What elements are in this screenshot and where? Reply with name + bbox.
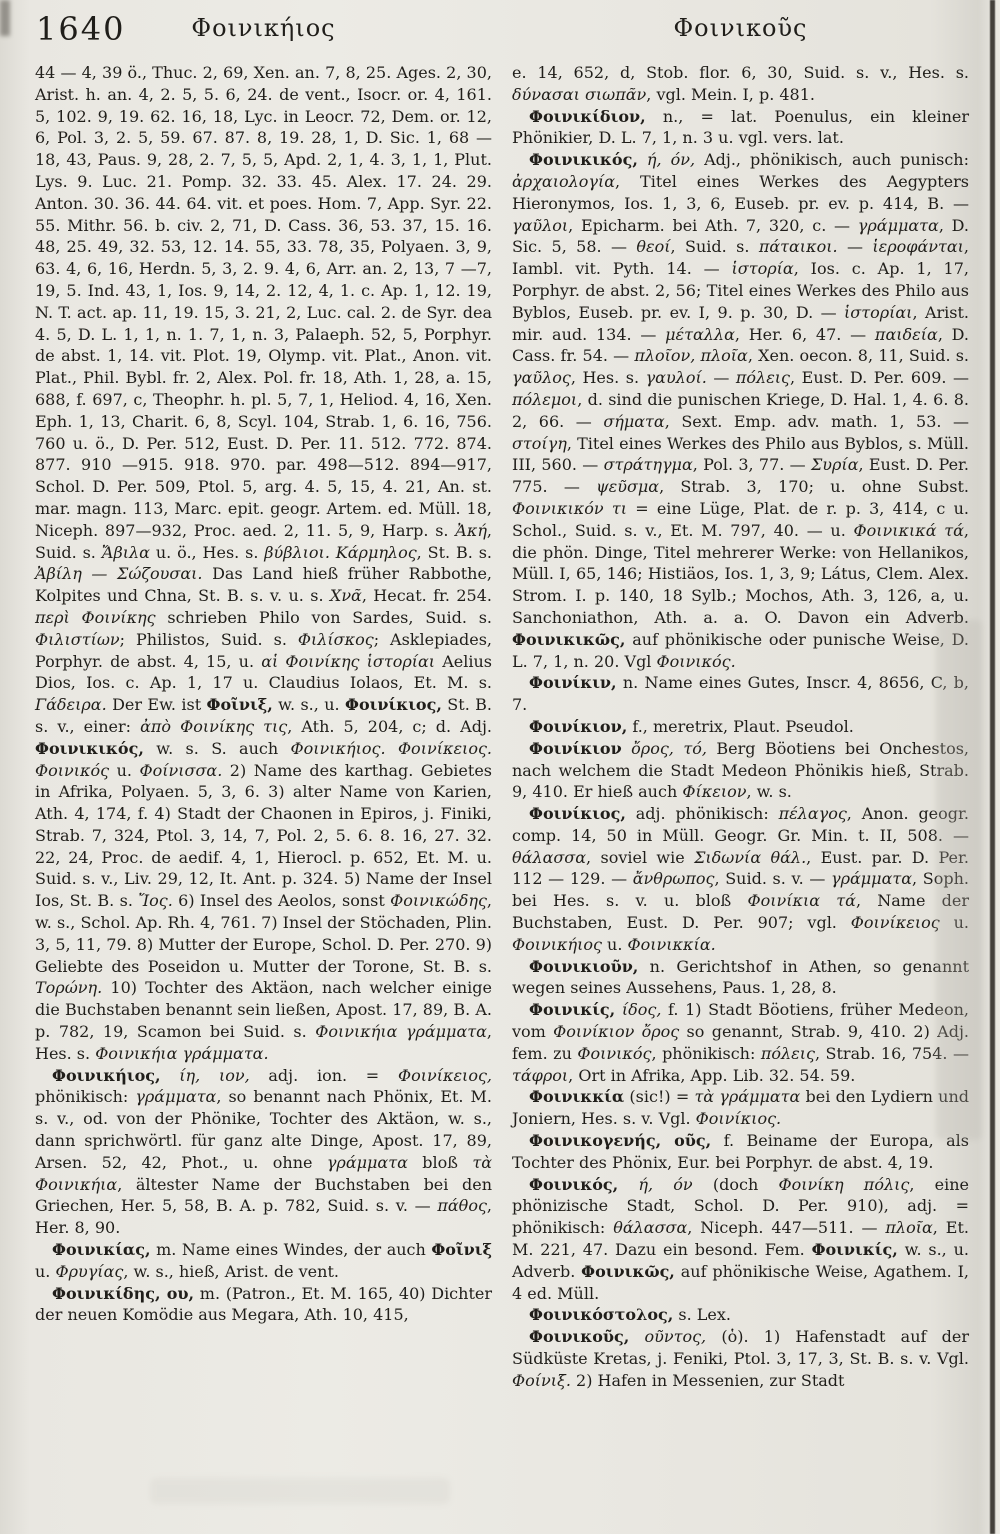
entry-text: Das Land hieß früher Rabbothe, Kolpites und Chna, St. B. s. v. u. s.	[35, 564, 493, 606]
entry-text: Τορώνη.	[35, 978, 103, 998]
entry-text: ἀπὸ Φοινίκης τις	[140, 716, 288, 736]
entry-paragraph	[512, 999, 969, 1086]
entry-text: Συρία	[810, 455, 859, 475]
entry-text: , Titel eines Werkes des Philo aus Byblos, s. Müll. III, 560. —	[512, 433, 969, 475]
entry-text: , Ios. c. Ap. 1, 17, Porphyr. de abst. 2, 56; Titel eines Werkes des Philo aus Byblos, Euseb. pr. ev. I, 9. p. 30, D. —	[512, 259, 969, 322]
entry-text: δύνασαι σιωπᾶν	[512, 84, 647, 104]
entry-text: Φοινικός	[577, 1043, 652, 1063]
entry-text: adj. ion. =	[249, 1065, 398, 1085]
entry-text: , w. s., hieß, Arist. de vent.	[123, 1261, 339, 1281]
entry-text: Φρυγίας	[55, 1261, 124, 1281]
entry-text: σήματα	[603, 411, 665, 431]
entry-text: u.	[109, 760, 140, 780]
entry-text: u.	[35, 1261, 56, 1281]
entry-headword: Φοινικκία	[529, 1087, 625, 1107]
entry-paragraph	[512, 803, 969, 956]
entry-text: ἱστορίαι	[844, 302, 913, 322]
entry-text: u.	[601, 934, 628, 954]
entry-text: θεοί	[636, 237, 671, 257]
entry-text: 10) Tochter des Aktäon, nach welcher einige die Buchstaben benannt sein ließen, Apost. 17, 89, B. A. p. 782, 19, Scamon bei Suid. s.	[35, 978, 492, 1042]
entry-text: , Sext. Emp. adv. math. 1, 53. —	[664, 411, 969, 431]
entry-text: Φοινικικά τά	[853, 520, 964, 540]
entry-text: m. (Patron., Et. M. 165, 40) Dichter der neuen Komödie aus Megara, Ath. 10, 415,	[35, 1283, 492, 1325]
entry-text: παιδεία	[874, 324, 938, 344]
entry-text: Φοινικήια γράμματα	[315, 1022, 487, 1042]
entry-paragraph	[512, 1304, 969, 1326]
entry-text: 44 — 4, 39 ö., Thuc. 2, 69, Xen. an. 7, 8, 25. Ages. 2, 30, Arist. h. an. 4, 2. 5, 5. 6, 24. de vent., Isocr. or. 4, 161. 5, 102. 9, 19. 62. 16, 18, Lyc. in Leocr. 72, Dem. or. 12, 6, Pol. 3, 2. 5, 59. 67. 87. 8, 19. 28, 1, D. Sic. 1, 68 — 18, 43, Paus. 9, 28, 2. 7, 5, 5, Apd. 2, 1, 4. 3, 1, 1, Plut. Lys. 9. Luc. 21. Pomp. 32. 33. 45. Alex. 17. 24. 29. Anton. 30. 36. 44. 64. vit. et poes. Hom. 7, App. Syr. 22. 55. Mithr. 56. b. civ. 2, 71, D. Cass. 36, 53. 37, 15. 16. 48, 25. 49, 32. 53, 12. 14. 55, 33. 78, 35, Polyaen. 3, 9, 63. 4, 6, 16, Herdn. 5, 3, 2. 9. 4, 6, Arr. an. 2, 13, 7 —7, 19, 5. Ind. 43, 1, Ios. 9, 14, 2. 12, 4, 1. c. Ap. 1, 12. 19, N. T. act. ap. 11, 19. 15, 3. 21, 2, Luc. cal. 2. de Syr. dea 4. 5, D. L. 1, 1, n. 1. 7, 1, n. 3, Palaeph. 52, 5, Porphyr. de abst. 1, 14. vit. Plot. 19, Olymp. vit. Plat., Anon. vit. Plat., Phil. Bybl. fr. 2, Alex. Pol. fr. 18, Ath. 1, 28, a. 15, 688, f. 697, c, Theophr. h. pl. 5, 7, 1, Heliod. 4, 16, Xen. Eph. 1, 13, Charit. 6, 8, Scyl. 104, Strab. 1, 6. 16, 756. 760 u. ö., D. Per. 512, Eust. D. Per. 11. 512. 772. 874. 877. 910 —915. 918. 970. par. 498—512. 894—917, Schol. D. Per. 509, Ptol. 5, arg. 4. 5, 15, 4. 21, An. st. mar. magn. 113, Marc. epit. geogr. Artem. ed. Müll. 18, Niceph. 897—932, Proc. aed. 2, 11. 5, 9, Harp. s.	[35, 63, 492, 540]
entry-text: Berg Böotiens bei Onchestos, nach welchem die Stadt Medeon Phönikis hieß, Strab. 9, 410. Er hieß auch	[512, 738, 969, 802]
entry-text: , Epicharm. bei Ath. 7, 320, c. —	[568, 215, 858, 235]
entry-text: γαῦλος	[512, 368, 571, 388]
entry-paragraph	[35, 1283, 492, 1327]
entry-text: , Suid. s.	[670, 237, 759, 257]
entry-text: , Name der Buchstaben, Eust. D. Per. 907; vgl.	[512, 891, 970, 933]
page-number: 1640	[36, 10, 126, 48]
entry-text: 6) Insel des Aeolos, sonst	[172, 891, 391, 911]
entry-text: so genannt, Strab. 9, 410. 2) Adj. fem. zu	[512, 1022, 969, 1063]
entry-text: Φοινικός.	[656, 651, 736, 671]
entry-text: , Soph. bei Hes. s. v. u. bloß	[512, 869, 969, 911]
entry-text: phönikisch:	[35, 1087, 136, 1107]
entry-text: πλοῖον, πλοῖα	[634, 346, 748, 366]
entry-text: περὶ Φοινίκης	[35, 607, 156, 627]
entry-text: Ἀκή	[455, 520, 487, 540]
entry-headword: Φοῖνιξ	[431, 1240, 492, 1260]
entry-text: Χνᾶ	[329, 586, 362, 606]
entry-text: Φίκειον	[682, 782, 747, 802]
entry-text: Φοινικήια γράμματα.	[95, 1043, 269, 1063]
entry-headword: Φοινίκιον	[529, 738, 622, 758]
entry-text: γράμματα	[326, 1152, 408, 1172]
entry-text: ψεῦσμα	[596, 477, 660, 497]
entry-paragraph	[512, 149, 969, 672]
entry-text: ἄνθρωπος	[632, 869, 715, 889]
entry-text: γαυλοί.	[645, 368, 707, 388]
entry-text: ή, όν	[618, 1174, 693, 1194]
entry-paragraph	[35, 1065, 492, 1239]
entry-text: f. 1) Stadt Böotiens, früher Medeon, vom	[512, 1000, 970, 1042]
entry-text: Der Ew. ist	[106, 695, 207, 715]
entry-text: —	[706, 368, 736, 388]
entry-text: πόλεις	[760, 1043, 815, 1063]
entry-paragraph	[512, 738, 969, 803]
entry-text: , Eust. D. Per. 609. —	[790, 368, 970, 388]
entry-text: auf phönikische Weise, Agathem. I, 4 ed. Müll.	[512, 1261, 969, 1303]
entry-text: τὰ Φοινικήια	[35, 1152, 492, 1194]
entry-headword: Φοινικίς,	[529, 1000, 616, 1020]
entry-headword: Φοινικιοῦν,	[529, 956, 639, 976]
entry-paragraph	[512, 956, 969, 1000]
text-columns	[35, 62, 969, 1392]
entry-paragraph	[512, 672, 969, 716]
entry-text: Σιδωνία θάλ.	[694, 847, 807, 867]
entry-text: auf phönikische oder punische Weise, D. L. 7, 1, n. 20. Vgl	[512, 629, 969, 671]
entry-text: n., = lat. Poenulus, ein kleiner Phönikier, D. L. 7, 1, n. 3 u. vgl. vers. lat.	[512, 106, 969, 148]
entry-headword: Φοινικικῶς,	[512, 629, 626, 649]
entry-text: ; Asklepiades, Porphyr. de abst. 4, 15, u.	[35, 629, 492, 671]
entry-text: Φιλίσκος	[297, 629, 374, 649]
entry-paragraph	[35, 62, 492, 1065]
entry-text: Φοινικικόν τι	[512, 498, 627, 518]
entry-text: , w. s.	[746, 782, 792, 802]
entry-text: στοίγη	[512, 433, 567, 453]
entry-text: γράμματα	[857, 215, 939, 235]
entry-text: (doch	[692, 1174, 779, 1194]
entry-text: , Suid. s. v. —	[714, 869, 831, 889]
entry-paragraph	[512, 1130, 969, 1174]
entry-text: Φοινικώδης	[390, 891, 487, 911]
scan-smudge-artifact	[0, 0, 10, 36]
entry-text: , Her. 8, 90.	[35, 1196, 492, 1238]
entry-text: γράμματα	[135, 1087, 217, 1107]
entry-text: , Hes. s.	[35, 1022, 493, 1063]
entry-headword: Φοινικίς,	[811, 1240, 898, 1260]
entry-text: Φοινίκειος,	[397, 1065, 493, 1085]
entry-text: ἱεροφάνται	[872, 237, 964, 257]
entry-text: γαῦλοι	[512, 215, 569, 235]
entry-text: , Et. M. 221, 47. Dazu ein besond. Fem.	[512, 1218, 969, 1260]
entry-text: bloß	[407, 1152, 473, 1172]
entry-text: Φοινικήιος. Φοινίκειος. Φοινικός	[35, 738, 492, 780]
entry-headword: Φοινίκιν,	[529, 673, 617, 693]
entry-text: θάλασσα	[512, 847, 587, 867]
entry-text: , Titel eines Werkes des Aegypters Hieronymos, Ios. 1, 3, 6, Euseb. pr. ev. p. 414, B. —	[512, 171, 969, 213]
entry-text: Ἄβιλα	[101, 542, 150, 562]
entry-text: ; Philistos, Suid. s.	[119, 629, 298, 649]
entry-text: f., meretrix, Plaut. Pseudol.	[627, 716, 854, 736]
entry-text: e. 14, 652, d, Stob. flor. 6, 30, Suid. s. v., Hes. s.	[512, 63, 969, 82]
entry-text: γράμματα	[831, 869, 913, 889]
entry-text: 2) Hafen in Messenien, zur Stadt	[570, 1370, 845, 1390]
entry-headword: Φοινικόστολος,	[529, 1305, 674, 1325]
entry-text: στράτηγμα	[603, 455, 693, 475]
running-head-left: Φοινικήιος	[191, 14, 336, 42]
entry-text: μέταλλα	[665, 324, 735, 344]
entry-text: ὄρος, τό,	[621, 738, 707, 758]
entry-text: Φιλιστίων	[35, 629, 120, 649]
entry-text: , Hecat. fr. 254.	[361, 586, 492, 606]
entry-headword: Φοινικογενής, οῦς,	[529, 1131, 712, 1151]
entry-text: Φοινίκια τά	[747, 891, 856, 911]
entry-text: Γάδειρα.	[35, 695, 107, 715]
entry-text: πόλεμοι	[512, 389, 578, 409]
entry-text: πάταικοι.	[758, 237, 838, 257]
entry-text: Φοίνισσα.	[139, 760, 223, 780]
entry-headword: Φοινικός,	[529, 1174, 619, 1194]
entry-text: πόλεις	[735, 368, 791, 388]
entry-headword: Φοινικικός,	[529, 150, 638, 170]
entry-text: , Anon. geogr. comp. 14, 50 in Müll. Geogr. Gr. Min. t. II, 508. —	[512, 804, 970, 845]
entry-headword: Φοῖνιξ,	[206, 695, 273, 715]
entry-text: Φοινίκιος.	[695, 1109, 782, 1129]
entry-paragraph	[512, 1086, 969, 1130]
entry-headword: Φοινικοῦς,	[529, 1327, 630, 1347]
entry-text: , Xen. oecon. 8, 11, Suid. s.	[747, 346, 970, 366]
entry-text: , St. B. s.	[416, 542, 492, 562]
entry-headword: Φοινίκιον,	[529, 716, 628, 736]
entry-text: bei den Lydiern und Joniern, Hes. s. v. Vgl.	[512, 1087, 969, 1129]
entry-text: u.	[939, 913, 969, 933]
entry-text: m. Name eines Windes, der auch	[150, 1240, 432, 1260]
entry-text: adj. phönikisch:	[625, 804, 779, 824]
entry-text: schrieben Philo von Sardes, Suid. s.	[155, 607, 492, 627]
entry-text: Ἴος.	[138, 891, 173, 911]
column-right	[512, 62, 969, 1392]
entry-text: n. Name eines Gutes, Inscr. 4, 8656, C, b, 7.	[512, 673, 969, 715]
entry-text: , soviel wie	[586, 847, 695, 867]
entry-text: , Strab. 16, 754. —	[814, 1043, 969, 1063]
entry-text: s. Lex.	[673, 1305, 731, 1325]
running-head-right: Φοινικοῦς	[673, 14, 808, 42]
entry-text: , Hes. s.	[570, 368, 646, 388]
entry-text: f. Beiname der Europa, als Tochter des Phönix, Eur. bei Porphyr. de abst. 4, 19.	[512, 1131, 969, 1172]
entry-text: , Suid. s.	[35, 520, 492, 562]
entry-text: , Ath. 5, 204, c; d. Adj.	[287, 716, 493, 736]
entry-text: Φοινίκειος	[850, 913, 940, 933]
entry-text: Φοινικκία.	[627, 934, 716, 954]
entry-text: , Her. 6, 47. —	[734, 324, 875, 344]
entry-text: Aelius Dios, Ios. c. Ap. 1, 17 u. Claudius Iolaos, Et. M. s.	[35, 651, 493, 693]
entry-paragraph	[512, 1326, 969, 1391]
entry-text: , Ort in Afrika, App. Lib. 32. 54. 59.	[568, 1065, 856, 1085]
entry-text: Φοίνιξ.	[512, 1370, 571, 1390]
entry-text: , Arist. mir. aud. 134. —	[512, 302, 970, 344]
entry-text: ἀρχαιολογία	[512, 171, 616, 191]
entry-text: ἱστορία	[731, 259, 794, 279]
scan-edge-line	[990, 0, 995, 1534]
entry-text: πλοῖα	[885, 1218, 933, 1238]
column-left	[35, 62, 492, 1392]
entry-text: Φοινίκιον ὄρος	[553, 1022, 680, 1042]
entry-headword: Φοινικίδης, ου,	[52, 1283, 195, 1303]
entry-text: , ältester Name der Buchstaben bei den Griechen, Her. 5, 58, B. A. p. 782, Suid. s. v. —	[35, 1174, 492, 1216]
entry-headword: Φοινικήιος,	[52, 1065, 161, 1085]
ink-bleedthrough-artifact	[150, 1478, 450, 1504]
entry-text: θάλασσα	[613, 1218, 688, 1238]
entry-headword: Φοινίκιος,	[529, 804, 626, 824]
entry-text: , D. Sic. 5, 58. —	[512, 215, 970, 257]
entry-text: w. s. S. auch	[143, 738, 291, 758]
entry-text: , so benannt nach Phönix, Et. M. s. v., od. von der Phönike, Tochter des Aktäon, w. s., dann sprichwörtl. für ganz alte Dinge, Apost. 17, 89, Arsen. 52, 42, Phot., u. ohne	[35, 1087, 493, 1172]
entry-text: u. ö., Hes. s.	[149, 542, 265, 562]
entry-headword: Φοινικίδιον,	[529, 106, 646, 126]
entry-text: , die phön. Dinge, Titel mehrerer Werke: von Hellanikos, Müll. I, 65, 146; Histiäos, Ios. 1, 3, 9; Látus, Clem. Alex. Strom. I. p. 140, 18 Sylb.; Mochos, Ath. 3, 126, a, u. Sanchoniathon, Ath. a. a. O. Davon ein Adverb.	[512, 520, 970, 627]
entry-text: w. s., u. Adverb.	[512, 1240, 969, 1281]
entry-text: , D. Cass. fr. 54. —	[512, 324, 970, 366]
entry-text: πάθος	[437, 1196, 487, 1216]
entry-text: w. s., u.	[272, 695, 345, 715]
entry-text: , Pol. 3, 77. —	[692, 455, 811, 475]
entry-text: n. Gerichtshof in Athen, so genannt wegen seines Aussehens, Paus. 1, 28, 8.	[512, 956, 969, 998]
entry-text: —	[837, 237, 873, 257]
entry-paragraph	[35, 1239, 492, 1283]
entry-paragraph	[512, 716, 969, 738]
entry-text: St. B. s. v., einer:	[35, 695, 493, 736]
entry-text: ίδος,	[615, 1000, 662, 1020]
entry-text: οῦντος,	[629, 1327, 707, 1347]
entry-text: Adj., phönikisch, auch punisch:	[695, 150, 969, 170]
entry-text: , Iambl. vit. Pyth. 14. —	[512, 237, 970, 279]
entry-text: ή, όν,	[637, 150, 696, 170]
entry-text: , Eust. D. Per. 775. —	[512, 455, 970, 497]
entry-headword: Φοινίκιος,	[345, 695, 442, 715]
entry-text: , d. sind die punischen Kriege, D. Hal. 1, 4. 6. 8. 2, 66. —	[512, 389, 969, 431]
entry-text: , vgl. Mein. I, p. 481.	[646, 84, 815, 104]
entry-text: = eine Lüge, Plat. de r. p. 3, 414, c u. Schol., Suid. s. v., Et. M. 797, 40. — u.	[512, 498, 969, 540]
entry-text: ίη, ιον,	[160, 1065, 250, 1085]
entry-text: (ὁ). 1) Hafenstadt auf der Südküste Kretas, j. Feniki, Ptol. 3, 17, 3, St. B. s. v. Vgl.	[512, 1327, 970, 1369]
entry-text: Φοινίκη πόλις	[778, 1174, 910, 1194]
entry-headword: Φοινικικός,	[35, 738, 144, 758]
entry-headword: Φοινικῶς,	[581, 1261, 675, 1281]
entry-paragraph	[512, 106, 969, 150]
entry-text: τὰ γράμματα	[694, 1087, 801, 1107]
ink-bleedthrough-artifact	[936, 620, 982, 1140]
entry-headword: Φοινικίας,	[52, 1240, 151, 1260]
entry-text: , Niceph. 447—511. —	[687, 1218, 886, 1238]
entry-text: τάφροι	[512, 1065, 569, 1085]
entry-text: , Eust. par. D. Per. 112 — 129. —	[512, 847, 969, 889]
entry-text: Ἀβίλη — Σώζουσαι.	[35, 564, 203, 584]
entry-text: 2) Name des karthag. Gebietes in Afrika, Polyaen. 5, 3, 6. 3) alter Name von Karien, Ath. 4, 174, f. 4) Stadt der Chaonen in Epiros, j. Finiki, Strab. 7, 324, Ptol. 3, 14, 7, Pol. 2, 5. 6. 8. 16, 27. 32. 22, 24, Proc. de aedif. 4, 1, Hierocl. p. 652, Et. M. u. Suid. s. v., Liv. 29, 12, It. Ant. p. 324. 5) Name der Insel Ios, St. B. s.	[35, 760, 493, 911]
entry-text: , w. s., Schol. Ap. Rh. 4, 761. 7) Insel der Stöchaden, Plin. 3, 5, 11, 79. 8) Mutter der Europe, Schol. D. Per. 270. 9) Geliebte des Poseidon u. Mutter der Torone, St. B. s.	[35, 891, 493, 976]
entry-text: πέλαγος	[778, 804, 847, 824]
entry-text: , eine phönizische Stadt, Schol. D. Per. 910), adj. = phönikisch:	[512, 1174, 970, 1238]
entry-text: (sic!) =	[624, 1087, 695, 1107]
entry-paragraph	[512, 1174, 969, 1305]
entry-paragraph	[512, 62, 969, 106]
entry-text: βύβλιοι. Κάρμηλος	[264, 542, 417, 562]
entry-text: , phönikisch:	[651, 1043, 761, 1063]
entry-text: Φοινικήιος	[512, 934, 602, 954]
entry-text: , Strab. 3, 170; u. ohne Subst.	[659, 477, 969, 497]
entry-text: αἱ Φοινίκης ἱστορίαι	[261, 651, 436, 671]
